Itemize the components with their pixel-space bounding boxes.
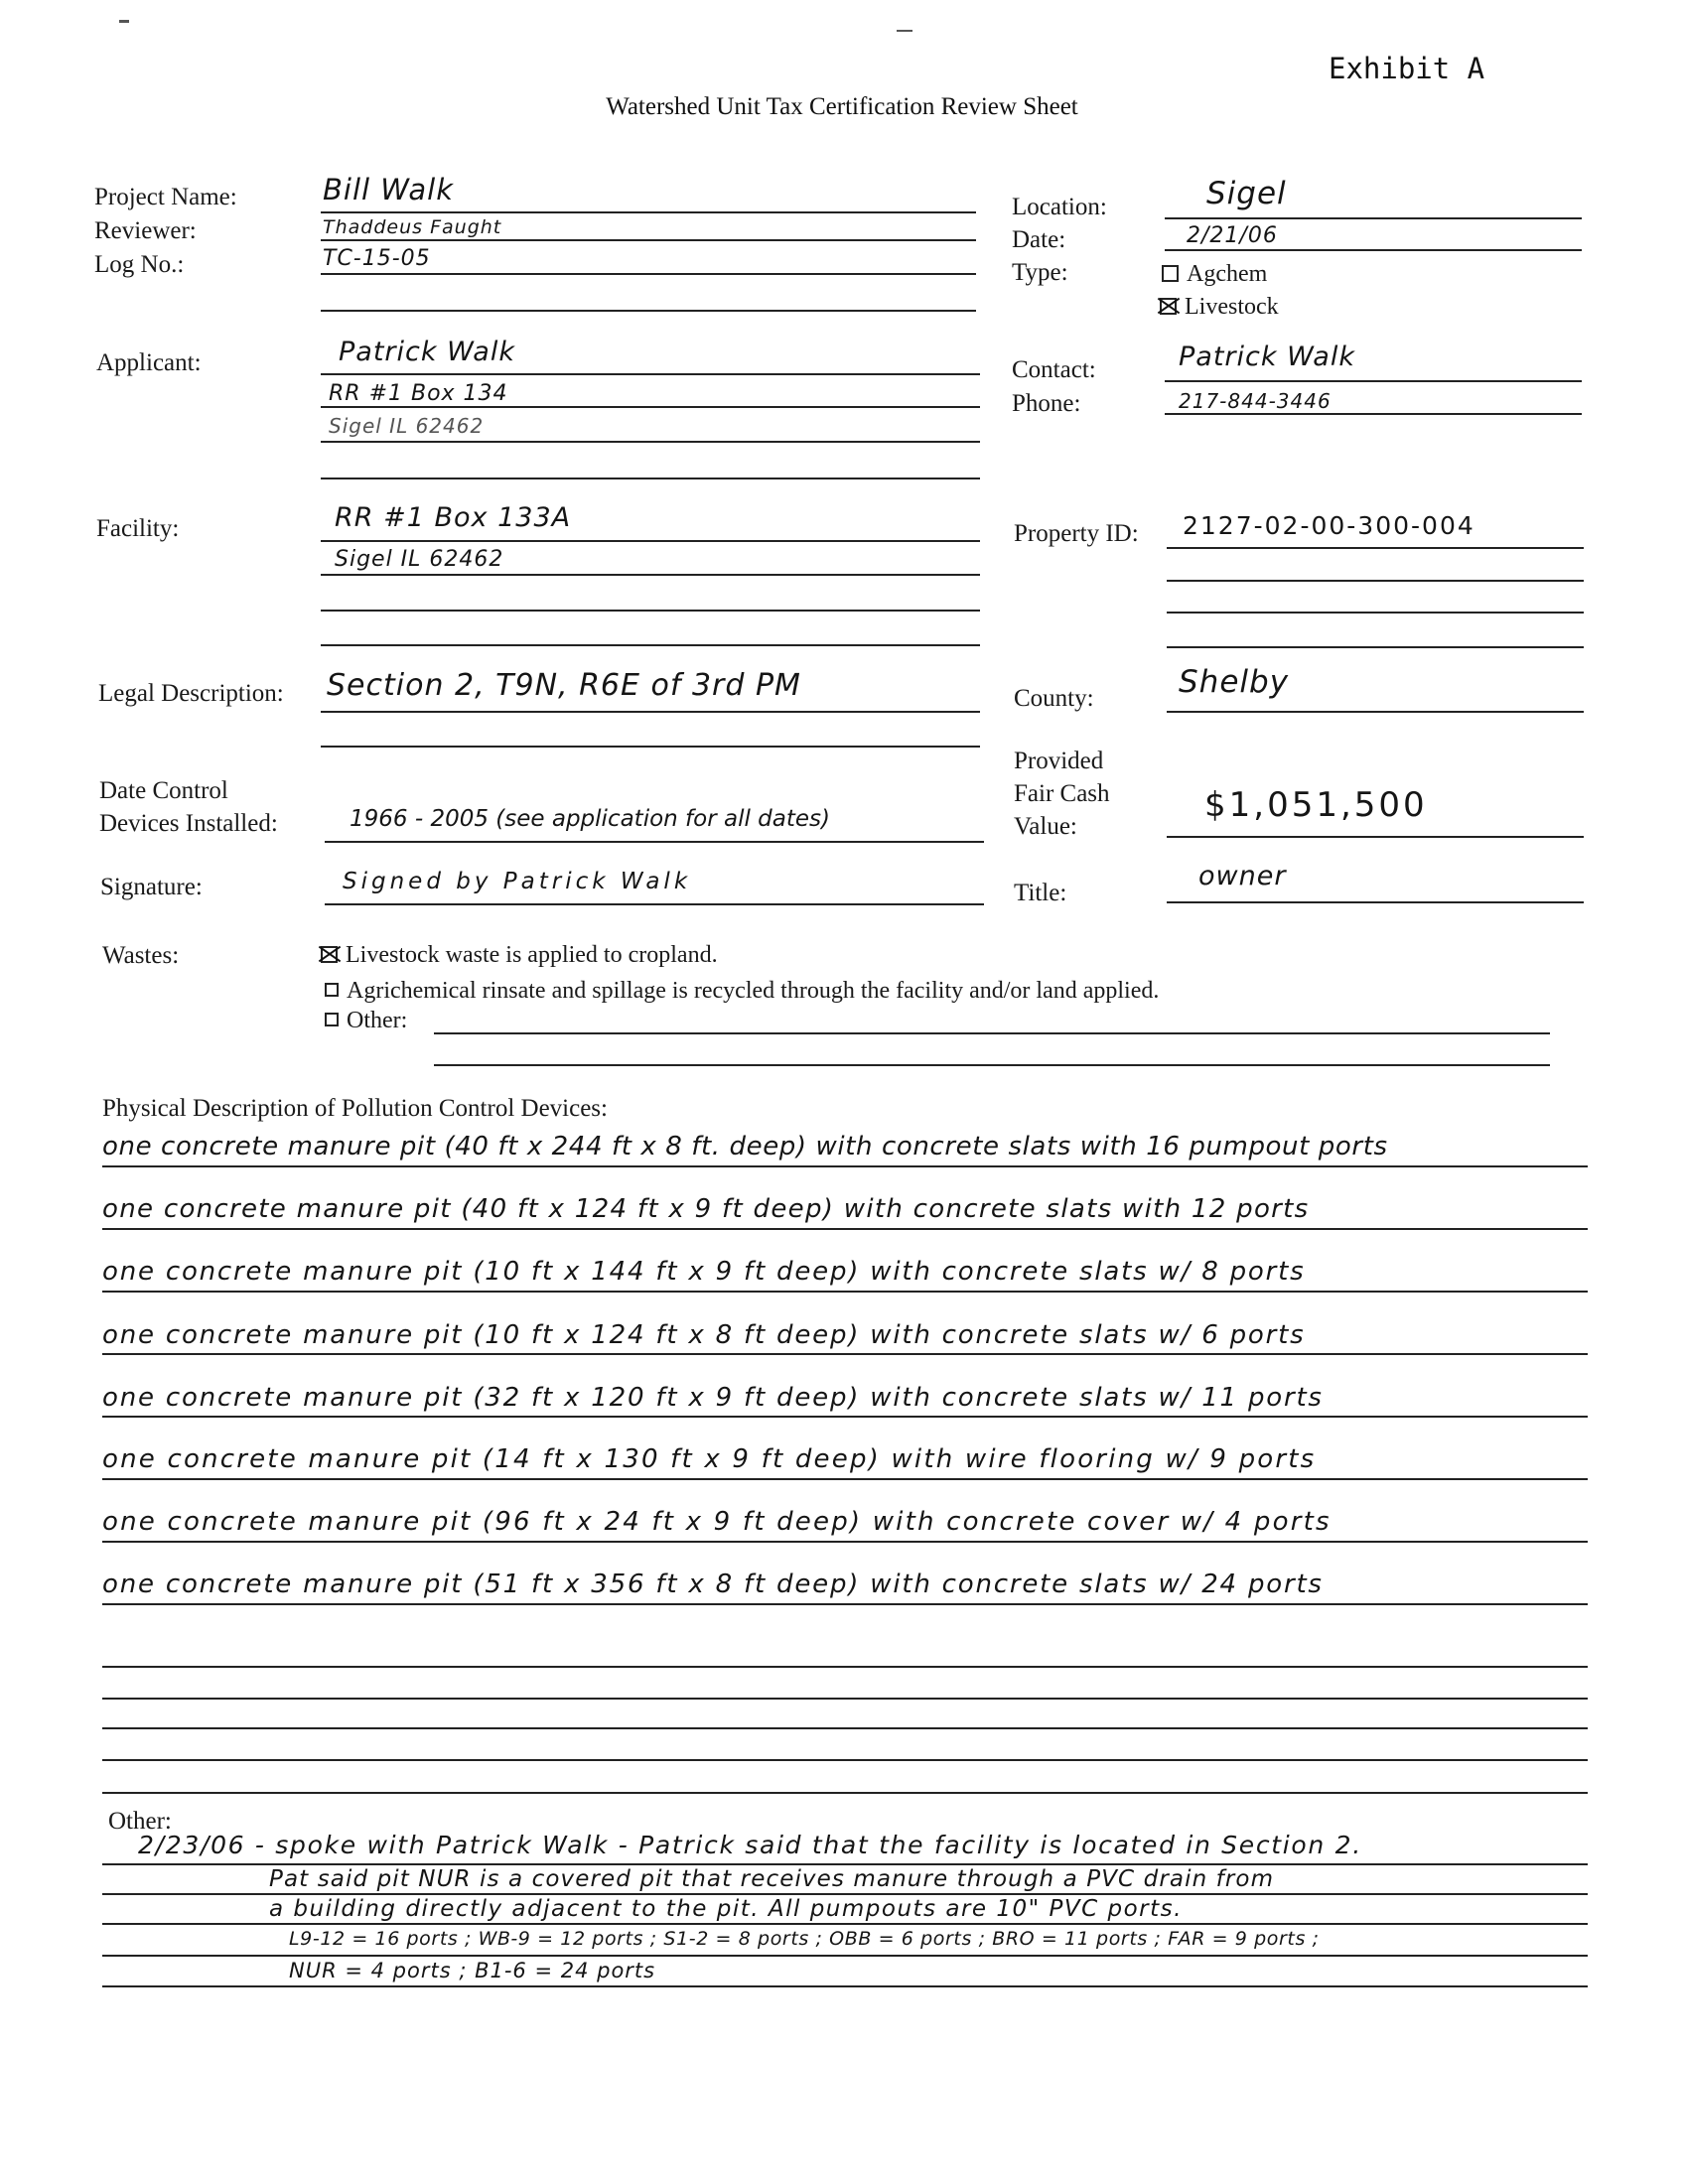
- type-option-agchem[interactable]: [1162, 259, 1267, 289]
- facility-value-1: RR #1 Box 133A: [335, 502, 572, 533]
- device-line-9: [102, 1666, 1588, 1668]
- agchem-label: Agchem: [1187, 261, 1268, 287]
- agchem-checkbox[interactable]: [1162, 265, 1179, 282]
- project-name-label: Project Name:: [94, 184, 237, 210]
- device-line-6: [102, 1478, 1588, 1480]
- location-line: [1165, 217, 1582, 219]
- wastes-option-agrichemical[interactable]: [325, 976, 1159, 1006]
- scan-speck: [897, 30, 912, 32]
- date-control-label-1: Date Control: [99, 777, 228, 804]
- applicant-value-1: Patrick Walk: [339, 337, 515, 367]
- other-label: Other:: [108, 1808, 172, 1835]
- device-line-2: [102, 1228, 1588, 1230]
- device-row-4: one concrete manure pit (10 ft x 124 ft x 8 ft deep) with concrete slats w/ 6 ports: [102, 1320, 1306, 1350]
- facility-value-2: Sigel IL 62462: [335, 547, 504, 572]
- devices-installed-value: 1966 - 2005 (see application for all dates): [350, 806, 830, 832]
- fair-cash-value: $1,051,500: [1204, 785, 1428, 825]
- title-field-value: owner: [1198, 861, 1287, 891]
- device-line-8: [102, 1603, 1588, 1605]
- device-row-1: one concrete manure pit (40 ft x 244 ft x 8 ft. deep) with concrete slats with 16 pumpout ports: [102, 1132, 1388, 1161]
- log-no-label: Log No.:: [94, 251, 185, 278]
- devices-installed-line: [325, 841, 984, 843]
- log-no-extra-line: [321, 310, 976, 312]
- other-note-4: L9-12 = 16 ports ; WB-9 = 12 ports ; S1-2 = 8 ports ; OBB = 6 ports ; BRO = 11 ports ; FAR = 9 ports ;: [289, 1928, 1320, 1950]
- fair-cash-label-2: Fair Cash: [1014, 780, 1110, 807]
- legal-description-line-2: [321, 746, 980, 748]
- signature-value: Signed by Patrick Walk: [343, 869, 692, 894]
- property-id-line-3: [1167, 612, 1584, 614]
- applicant-label: Applicant:: [96, 349, 202, 376]
- agrichemical-checkbox[interactable]: [325, 983, 339, 997]
- device-row-2: one concrete manure pit (40 ft x 124 ft x 9 ft deep) with concrete slats with 12 ports: [102, 1194, 1310, 1224]
- location-value: Sigel: [1206, 176, 1287, 211]
- property-id-line-4: [1167, 646, 1584, 648]
- applicant-line-3: [321, 441, 980, 443]
- legal-description-line-1: [321, 711, 980, 713]
- device-row-7: one concrete manure pit (96 ft x 24 ft x 9 ft deep) with concrete cover w/ 4 ports: [102, 1507, 1332, 1537]
- wastes-option-livestock[interactable]: [321, 940, 718, 970]
- log-no-value: TC-15-05: [323, 246, 431, 271]
- device-line-4: [102, 1353, 1588, 1355]
- legal-description-value: Section 2, T9N, R6E of 3rd PM: [327, 668, 801, 703]
- reviewer-value: Thaddeus Faught: [323, 216, 502, 238]
- fair-cash-label-1: Provided: [1014, 748, 1104, 774]
- contact-value: Patrick Walk: [1179, 341, 1355, 372]
- contact-label: Contact:: [1012, 356, 1096, 383]
- livestock-checkbox[interactable]: [1160, 298, 1177, 315]
- facility-line-4: [321, 644, 980, 646]
- scan-speck: [119, 20, 129, 23]
- project-name-value: Bill Walk: [323, 173, 454, 206]
- agrichemical-label: Agrichemical rinsate and spillage is recycled through the facility and/or land applied.: [347, 978, 1160, 1004]
- date-control-label-2: Devices Installed:: [99, 810, 278, 837]
- device-row-8: one concrete manure pit (51 ft x 356 ft x 8 ft deep) with concrete slats w/ 24 ports: [102, 1570, 1324, 1599]
- phone-value: 217-844-3446: [1179, 389, 1332, 413]
- other-note-1: 2/23/06 - spoke with Patrick Walk - Patrick said that the facility is located in Section 2.: [138, 1831, 1362, 1859]
- other-note-2: Pat said pit NUR is a covered pit that receives manure through a PVC drain from: [269, 1866, 1275, 1892]
- livestock-waste-label: Livestock waste is applied to cropland.: [346, 942, 718, 968]
- reviewer-line: [321, 239, 976, 241]
- county-line: [1167, 711, 1584, 713]
- livestock-label: Livestock: [1185, 294, 1279, 320]
- other-line-5: [102, 1985, 1588, 1987]
- log-no-line: [321, 273, 976, 275]
- signature-line: [325, 903, 984, 905]
- applicant-line-1: [321, 373, 980, 375]
- facility-line-3: [321, 610, 980, 612]
- phone-label: Phone:: [1012, 390, 1081, 417]
- facility-line-1: [321, 540, 980, 542]
- facility-label: Facility:: [96, 515, 180, 542]
- device-line-12: [102, 1759, 1588, 1761]
- contact-line: [1165, 380, 1582, 382]
- signature-label: Signature:: [100, 874, 203, 900]
- county-value: Shelby: [1179, 664, 1290, 700]
- property-id-label: Property ID:: [1014, 520, 1139, 547]
- device-line-3: [102, 1291, 1588, 1293]
- wastes-other-line-1: [434, 1032, 1550, 1034]
- date-line: [1165, 249, 1582, 251]
- livestock-waste-checkbox[interactable]: [321, 946, 338, 963]
- property-id-line-2: [1167, 580, 1584, 582]
- wastes-label: Wastes:: [102, 942, 180, 969]
- device-row-6: one concrete manure pit (14 ft x 130 ft x 9 ft deep) with wire flooring w/ 9 ports: [102, 1444, 1317, 1474]
- wastes-option-other[interactable]: [325, 1006, 407, 1035]
- type-option-livestock[interactable]: [1160, 292, 1279, 322]
- physical-description-label: Physical Description of Pollution Control Devices:: [102, 1095, 608, 1122]
- legal-description-label: Legal Description:: [98, 680, 284, 707]
- device-line-13: [102, 1792, 1588, 1794]
- other-waste-checkbox[interactable]: [325, 1013, 339, 1026]
- device-line-5: [102, 1416, 1588, 1418]
- device-row-5: one concrete manure pit (32 ft x 120 ft x 9 ft deep) with concrete slats w/ 11 ports: [102, 1383, 1324, 1413]
- other-waste-label: Other:: [347, 1008, 408, 1033]
- applicant-line-2: [321, 406, 980, 408]
- page-title: Watershed Unit Tax Certification Review Sheet: [606, 93, 1078, 120]
- type-label: Type:: [1012, 259, 1068, 286]
- title-field-label: Title:: [1014, 880, 1067, 906]
- county-label: County:: [1014, 685, 1094, 712]
- facility-line-2: [321, 574, 980, 576]
- device-line-10: [102, 1698, 1588, 1700]
- wastes-other-line-2: [434, 1064, 1550, 1066]
- reviewer-label: Reviewer:: [94, 217, 197, 244]
- property-id-value: 2127-02-00-300-004: [1183, 511, 1475, 540]
- date-value: 2/21/06: [1187, 223, 1278, 248]
- applicant-value-3: Sigel IL 62462: [329, 414, 485, 438]
- exhibit-label: Exhibit A: [1329, 52, 1485, 85]
- device-line-1: [102, 1165, 1588, 1167]
- device-line-7: [102, 1541, 1588, 1543]
- other-note-5: NUR = 4 ports ; B1-6 = 24 ports: [289, 1959, 656, 1982]
- title-field-line: [1167, 901, 1584, 903]
- other-note-3: a building directly adjacent to the pit. All pumpouts are 10" PVC ports.: [269, 1896, 1183, 1922]
- property-id-line-1: [1167, 547, 1584, 549]
- fair-cash-line: [1167, 836, 1584, 838]
- applicant-value-2: RR #1 Box 134: [329, 381, 508, 406]
- applicant-line-4: [321, 478, 980, 479]
- location-label: Location:: [1012, 194, 1107, 220]
- device-row-3: one concrete manure pit (10 ft x 144 ft x 9 ft deep) with concrete slats w/ 8 ports: [102, 1257, 1306, 1287]
- date-label: Date:: [1012, 226, 1066, 253]
- fair-cash-label-3: Value:: [1014, 813, 1077, 840]
- phone-line: [1165, 413, 1582, 415]
- device-line-11: [102, 1727, 1588, 1729]
